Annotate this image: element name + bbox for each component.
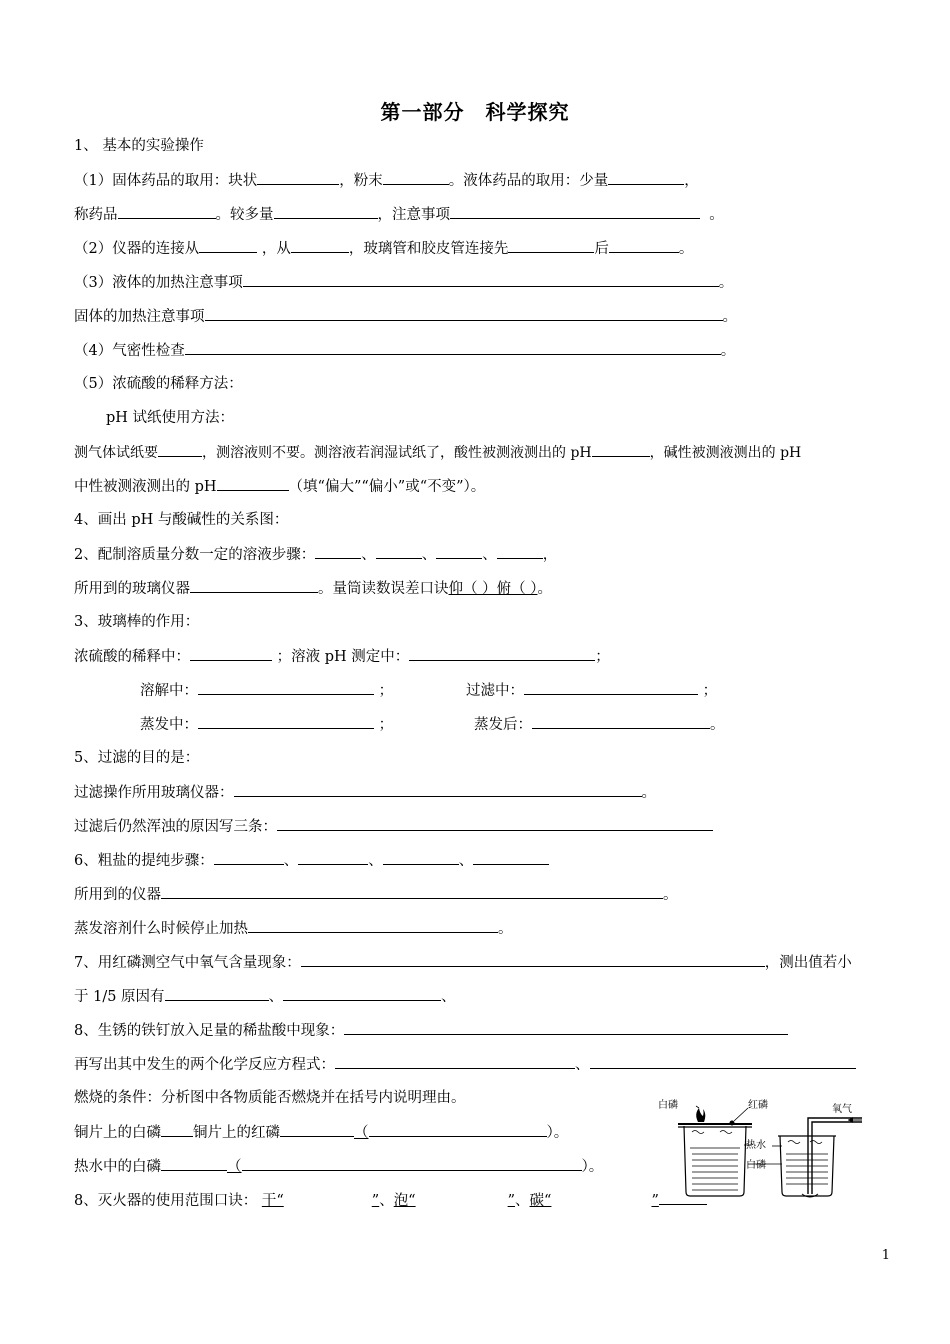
blank[interactable]	[383, 170, 449, 185]
blank[interactable]	[383, 850, 459, 865]
blank[interactable]	[609, 238, 679, 253]
extinguisher-line: 8、灭火器的使用范围口诀： 干“ ”、泡“ ”、碳“ ”	[74, 1190, 707, 1211]
blank[interactable]	[301, 952, 765, 967]
liquid-heating-line: （3）液体的加热注意事项 。	[74, 272, 733, 293]
blank[interactable]	[369, 1122, 547, 1137]
blank[interactable]	[190, 646, 272, 661]
blank[interactable]	[590, 1054, 856, 1069]
ph-neutral-line: 中性被测液测出的 pH （填“偏大”“偏小”或“不变”）。	[74, 476, 485, 497]
ph-gas-line: 测气体试纸要 ，测溶液则不要。测溶液若润湿试纸了，酸性被测液测出的 pH ，碱性被测液测出的 pH	[74, 442, 801, 463]
stop-heating-line: 蒸发溶剂什么时候停止加热 。	[74, 918, 513, 939]
section-3-heading: 3、玻璃棒的作用：	[74, 614, 200, 630]
blank[interactable]	[298, 850, 368, 865]
blank[interactable]	[198, 680, 374, 695]
blank[interactable]	[158, 442, 202, 457]
oxygen-reasons-line: 于 1/5 原因有 、 、	[74, 986, 456, 1007]
page-title: 第一部分 科学探究	[380, 100, 570, 124]
label-red-phosphorus: 红磷	[748, 1100, 768, 1111]
blank[interactable]	[248, 918, 498, 933]
blank[interactable]	[198, 714, 374, 729]
ph-paper-line: pH 试纸使用方法：	[106, 410, 235, 426]
blank[interactable]	[161, 1122, 193, 1137]
label-white-phosphorus: 白磷	[658, 1100, 678, 1111]
section-5-heading: 5、过滤的目的是：	[74, 750, 200, 766]
blank[interactable]	[257, 170, 339, 185]
blank[interactable]	[592, 442, 650, 457]
label-white-phosphorus-2: 白磷	[746, 1160, 766, 1171]
blank[interactable]	[344, 1020, 788, 1035]
oxygen-content-line: 7、用红磷测空气中氧气含量现象： ，测出值若小	[74, 952, 852, 973]
blank[interactable]	[205, 306, 723, 321]
glass-rod-evaporate: 蒸发中： ；	[140, 714, 393, 735]
blank[interactable]	[524, 680, 698, 695]
filter-glassware-line: 过滤操作所用玻璃仪器： 。	[74, 782, 656, 803]
filter-turbid-line: 过滤后仍然浑浊的原因写三条：	[74, 816, 713, 837]
blank[interactable]	[214, 850, 284, 865]
solid-liquid-reagent-line: （1）固体药品的取用：块状 ，粉末 。液体药品的取用：少量 ，	[74, 170, 699, 191]
blank[interactable]	[532, 714, 710, 729]
airtightness-line: （4）气密性检查 。	[74, 340, 735, 361]
blank[interactable]	[450, 204, 700, 219]
equations-line: 再写出其中发生的两个化学反应方程式： 、	[74, 1054, 856, 1075]
blank[interactable]	[436, 544, 482, 559]
blank[interactable]	[199, 238, 257, 253]
reading-mnemonic[interactable]: 仰（ ）俯（ ）	[448, 581, 538, 597]
rusty-nail-line: 8、生锈的铁钉放入足量的稀盐酸中现象：	[74, 1020, 788, 1041]
blank[interactable]	[284, 1191, 372, 1205]
flame-icon	[696, 1108, 705, 1122]
blank[interactable]	[416, 1191, 508, 1205]
glass-rod-filter: 过滤中： ；	[466, 680, 717, 701]
sulfuric-acid-dilution-line: （5）浓硫酸的稀释方法：	[74, 376, 243, 392]
label-hot-water: 热水	[746, 1140, 766, 1151]
page-number: 1	[881, 1248, 890, 1263]
blank[interactable]	[277, 816, 713, 831]
blank[interactable]	[161, 1156, 227, 1171]
weighing-line: 称药品 。较多量 ，注意事项 。	[74, 204, 724, 225]
solid-heating-line: 固体的加热注意事项 。	[74, 306, 737, 327]
blank[interactable]	[473, 850, 549, 865]
blank[interactable]	[243, 272, 719, 287]
left-beaker	[678, 1124, 752, 1196]
right-beaker	[778, 1118, 862, 1197]
copper-phosphorus-line: 铜片上的白磷 铜片上的红磷 （ ）。	[74, 1122, 568, 1143]
glass-rod-after-evaporate: 蒸发后： 。	[474, 714, 725, 735]
blank[interactable]	[217, 476, 289, 491]
blank[interactable]	[608, 170, 684, 185]
glassware-line: 所用到的玻璃仪器 。量筒读数误差口诀仰（ ）俯（ ）。	[74, 578, 552, 599]
blank[interactable]	[280, 1122, 354, 1137]
hot-water-phosphorus-line: 热水中的白磷 （ ）。	[74, 1156, 603, 1177]
blank[interactable]	[234, 782, 642, 797]
glass-rod-line-1: 浓硫酸的稀释中： ；溶液 pH 测定中： ；	[74, 646, 610, 667]
blank[interactable]	[508, 238, 594, 253]
blank[interactable]	[118, 204, 216, 219]
section-1-heading: 1、 基本的实验操作	[74, 138, 204, 154]
combustion-conditions-line: 燃烧的条件：分析图中各物质能否燃烧并在括号内说明理由。	[74, 1090, 466, 1106]
red-phosphorus-dot	[730, 1121, 735, 1126]
blank[interactable]	[497, 544, 543, 559]
blank[interactable]	[274, 204, 378, 219]
blank[interactable]	[551, 1191, 651, 1205]
blank[interactable]	[283, 986, 441, 1001]
apparatus-connection-line: （2）仪器的连接从 ，从 ，玻璃管和胶皮管连接先 后 。	[74, 238, 693, 259]
blank[interactable]	[291, 238, 349, 253]
label-oxygen: 氧气	[832, 1104, 852, 1115]
combustion-apparatus-diagram	[652, 1096, 864, 1204]
blank[interactable]	[161, 884, 663, 899]
blank[interactable]	[315, 544, 361, 559]
blank[interactable]	[190, 578, 318, 593]
blank[interactable]	[242, 1156, 582, 1171]
salt-purification-line: 6、粗盐的提纯步骤： 、 、 、	[74, 850, 549, 871]
glass-rod-dissolve: 溶解中： ；	[140, 680, 393, 701]
salt-instruments-line: 所用到的仪器 。	[74, 884, 678, 905]
blank[interactable]	[185, 340, 721, 355]
blank[interactable]	[376, 544, 422, 559]
solution-steps-line: 2、配制溶质量分数一定的溶液步骤： 、 、 、 ，	[74, 544, 557, 565]
blank[interactable]	[409, 646, 595, 661]
section-4-heading: 4、画出 pH 与酸碱性的关系图：	[74, 512, 289, 528]
blank[interactable]	[335, 1054, 575, 1069]
blank[interactable]	[165, 986, 269, 1001]
